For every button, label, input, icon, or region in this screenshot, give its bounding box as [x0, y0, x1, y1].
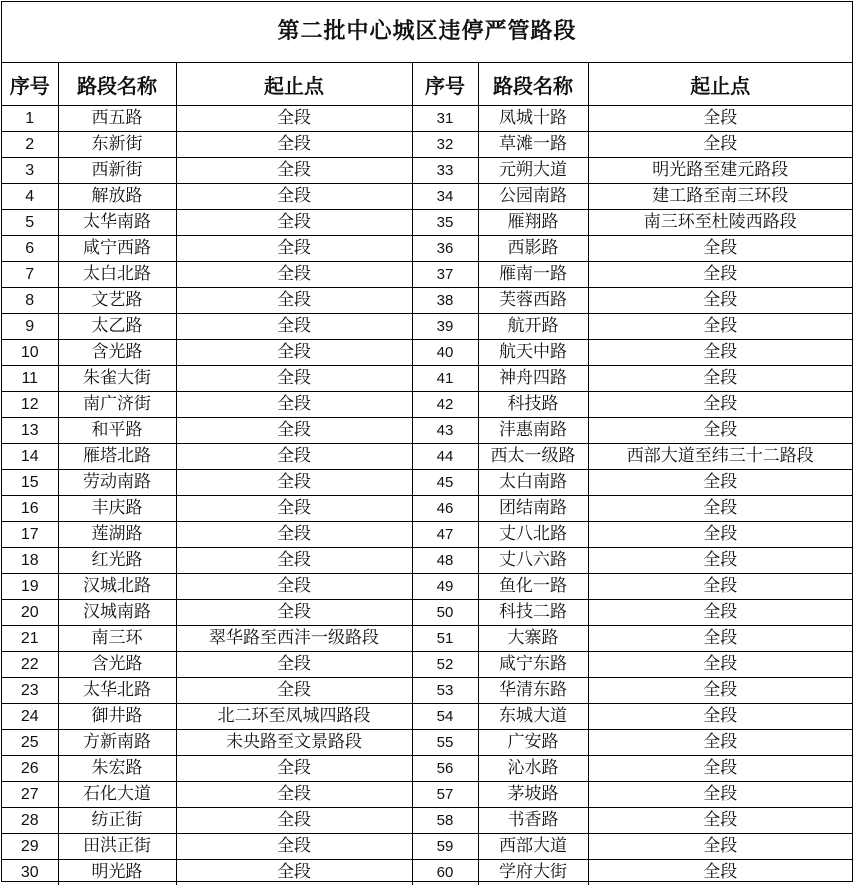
road-name-right: 西太一级路	[478, 444, 588, 470]
page-title: 第二批中心城区违停严管路段	[2, 2, 852, 63]
row-number-right: 54	[412, 704, 478, 730]
table-row	[2, 392, 852, 418]
table-row	[2, 158, 852, 184]
road-range-right: 建工路至南三环段	[588, 184, 852, 210]
road-range-left: 全段	[176, 262, 412, 288]
row-number-left: 9	[2, 314, 58, 340]
road-range-right: 全段	[588, 600, 852, 626]
table-row	[2, 444, 852, 470]
table-row	[2, 756, 852, 782]
road-name-right: 丈八北路	[478, 522, 588, 548]
road-range-right: 南三环至杜陵西路段	[588, 210, 852, 236]
header-range-right: 起止点	[588, 63, 852, 106]
road-name-left: 丰庆路	[58, 496, 176, 522]
road-name-right: 学府大街	[478, 860, 588, 885]
road-range-left: 北二环至凤城四路段	[176, 704, 412, 730]
road-range-left: 全段	[176, 496, 412, 522]
row-number-right: 59	[412, 834, 478, 860]
road-range-left: 全段	[176, 418, 412, 444]
row-number-right: 45	[412, 470, 478, 496]
road-name-right: 咸宁东路	[478, 652, 588, 678]
row-number-left: 23	[2, 678, 58, 704]
road-range-left: 全段	[176, 106, 412, 132]
row-number-left: 26	[2, 756, 58, 782]
road-range-left: 全段	[176, 444, 412, 470]
road-name-right: 东城大道	[478, 704, 588, 730]
table-row	[2, 184, 852, 210]
road-name-right: 芙蓉西路	[478, 288, 588, 314]
road-name-left: 咸宁西路	[58, 236, 176, 262]
road-range-left: 全段	[176, 366, 412, 392]
road-name-left: 南三环	[58, 626, 176, 652]
row-number-left: 13	[2, 418, 58, 444]
road-name-right: 雁翔路	[478, 210, 588, 236]
row-number-left: 12	[2, 392, 58, 418]
road-name-left: 汉城北路	[58, 574, 176, 600]
row-number-left: 18	[2, 548, 58, 574]
road-range-right: 全段	[588, 340, 852, 366]
row-number-right: 50	[412, 600, 478, 626]
road-range-left: 未央路至文景路段	[176, 730, 412, 756]
row-number-right: 56	[412, 756, 478, 782]
table-row	[2, 262, 852, 288]
row-number-left: 21	[2, 626, 58, 652]
road-name-left: 劳动南路	[58, 470, 176, 496]
road-name-left: 太华北路	[58, 678, 176, 704]
road-name-left: 石化大道	[58, 782, 176, 808]
road-range-left: 全段	[176, 314, 412, 340]
row-number-right: 58	[412, 808, 478, 834]
row-number-left: 30	[2, 860, 58, 885]
road-range-right: 全段	[588, 548, 852, 574]
header-no-right: 序号	[412, 63, 478, 106]
road-name-right: 沁水路	[478, 756, 588, 782]
road-name-right: 大寨路	[478, 626, 588, 652]
road-name-right: 华清东路	[478, 678, 588, 704]
road-name-right: 西部大道	[478, 834, 588, 860]
road-name-right: 团结南路	[478, 496, 588, 522]
road-name-right: 太白南路	[478, 470, 588, 496]
road-range-left: 全段	[176, 808, 412, 834]
header-name-right: 路段名称	[478, 63, 588, 106]
row-number-right: 51	[412, 626, 478, 652]
road-name-left: 御井路	[58, 704, 176, 730]
table-row	[2, 470, 852, 496]
road-name-left: 文艺路	[58, 288, 176, 314]
row-number-right: 60	[412, 860, 478, 885]
road-range-left: 全段	[176, 574, 412, 600]
table-row	[2, 652, 852, 678]
road-name-left: 和平路	[58, 418, 176, 444]
header-range-left: 起止点	[176, 63, 412, 106]
row-number-left: 27	[2, 782, 58, 808]
table-row	[2, 730, 852, 756]
road-range-right: 全段	[588, 860, 852, 885]
road-range-left: 全段	[176, 184, 412, 210]
road-name-right: 雁南一路	[478, 262, 588, 288]
table-row	[2, 678, 852, 704]
road-range-right: 全段	[588, 470, 852, 496]
road-range-right: 全段	[588, 522, 852, 548]
row-number-right: 57	[412, 782, 478, 808]
road-range-right: 全段	[588, 132, 852, 158]
row-number-right: 38	[412, 288, 478, 314]
road-name-right: 航开路	[478, 314, 588, 340]
road-range-right: 全段	[588, 834, 852, 860]
table-row	[2, 288, 852, 314]
table-row	[2, 834, 852, 860]
table-row	[2, 340, 852, 366]
road-name-right: 茅坡路	[478, 782, 588, 808]
road-name-right: 鱼化一路	[478, 574, 588, 600]
road-name-left: 汉城南路	[58, 600, 176, 626]
road-range-left: 全段	[176, 340, 412, 366]
road-name-right: 公园南路	[478, 184, 588, 210]
road-range-left: 全段	[176, 600, 412, 626]
road-name-left: 解放路	[58, 184, 176, 210]
road-range-left: 全段	[176, 522, 412, 548]
road-range-right: 全段	[588, 106, 852, 132]
road-name-left: 方新南路	[58, 730, 176, 756]
road-name-left: 西新街	[58, 158, 176, 184]
row-number-right: 53	[412, 678, 478, 704]
road-range-left: 全段	[176, 392, 412, 418]
table-row	[2, 600, 852, 626]
row-number-left: 19	[2, 574, 58, 600]
road-range-right: 全段	[588, 392, 852, 418]
row-number-left: 7	[2, 262, 58, 288]
row-number-right: 41	[412, 366, 478, 392]
road-range-right: 全段	[588, 366, 852, 392]
road-name-left: 雁塔北路	[58, 444, 176, 470]
table-row	[2, 522, 852, 548]
row-number-right: 48	[412, 548, 478, 574]
road-range-left: 全段	[176, 158, 412, 184]
road-range-right: 全段	[588, 262, 852, 288]
table-row	[2, 782, 852, 808]
table-row	[2, 132, 852, 158]
road-range-left: 全段	[176, 236, 412, 262]
road-range-left: 全段	[176, 652, 412, 678]
road-list-sheet	[1, 1, 853, 882]
row-number-right: 49	[412, 574, 478, 600]
road-name-left: 太华南路	[58, 210, 176, 236]
road-range-right: 全段	[588, 418, 852, 444]
road-name-right: 航天中路	[478, 340, 588, 366]
road-name-right: 科技二路	[478, 600, 588, 626]
row-number-left: 6	[2, 236, 58, 262]
row-number-right: 39	[412, 314, 478, 340]
row-number-right: 42	[412, 392, 478, 418]
road-name-left: 含光路	[58, 652, 176, 678]
road-name-right: 凤城十路	[478, 106, 588, 132]
row-number-left: 11	[2, 366, 58, 392]
road-name-right: 科技路	[478, 392, 588, 418]
row-number-right: 32	[412, 132, 478, 158]
row-number-left: 24	[2, 704, 58, 730]
table-row	[2, 314, 852, 340]
row-number-left: 14	[2, 444, 58, 470]
road-name-left: 太白北路	[58, 262, 176, 288]
road-range-right: 西部大道至纬三十二路段	[588, 444, 852, 470]
road-name-left: 明光路	[58, 860, 176, 885]
row-number-right: 37	[412, 262, 478, 288]
row-number-right: 36	[412, 236, 478, 262]
road-range-right: 全段	[588, 496, 852, 522]
table-header-row	[2, 63, 852, 106]
road-name-left: 朱宏路	[58, 756, 176, 782]
row-number-right: 31	[412, 106, 478, 132]
table-row	[2, 574, 852, 600]
road-range-right: 全段	[588, 782, 852, 808]
row-number-right: 44	[412, 444, 478, 470]
table-row	[2, 418, 852, 444]
road-range-left: 全段	[176, 678, 412, 704]
row-number-left: 17	[2, 522, 58, 548]
road-range-right: 全段	[588, 314, 852, 340]
road-range-left: 全段	[176, 860, 412, 885]
table-row	[2, 808, 852, 834]
road-name-left: 含光路	[58, 340, 176, 366]
table-row	[2, 210, 852, 236]
road-name-left: 红光路	[58, 548, 176, 574]
road-name-left: 莲湖路	[58, 522, 176, 548]
row-number-right: 47	[412, 522, 478, 548]
roads-table	[2, 63, 852, 885]
table-row	[2, 496, 852, 522]
road-name-right: 丈八六路	[478, 548, 588, 574]
row-number-right: 33	[412, 158, 478, 184]
table-row	[2, 704, 852, 730]
row-number-left: 8	[2, 288, 58, 314]
table-row	[2, 548, 852, 574]
road-name-right: 草滩一路	[478, 132, 588, 158]
row-number-left: 15	[2, 470, 58, 496]
row-number-left: 22	[2, 652, 58, 678]
road-range-left: 全段	[176, 548, 412, 574]
road-range-left: 全段	[176, 834, 412, 860]
row-number-right: 52	[412, 652, 478, 678]
road-name-right: 书香路	[478, 808, 588, 834]
table-row	[2, 366, 852, 392]
road-name-right: 元朔大道	[478, 158, 588, 184]
road-name-right: 沣惠南路	[478, 418, 588, 444]
row-number-left: 20	[2, 600, 58, 626]
road-range-left: 全段	[176, 288, 412, 314]
road-range-left: 翠华路至西沣一级路段	[176, 626, 412, 652]
row-number-right: 35	[412, 210, 478, 236]
road-name-left: 南广济街	[58, 392, 176, 418]
header-name-left: 路段名称	[58, 63, 176, 106]
road-range-right: 明光路至建元路段	[588, 158, 852, 184]
header-no-left: 序号	[2, 63, 58, 106]
road-name-left: 东新街	[58, 132, 176, 158]
road-name-left: 朱雀大街	[58, 366, 176, 392]
row-number-right: 43	[412, 418, 478, 444]
road-range-right: 全段	[588, 652, 852, 678]
road-range-right: 全段	[588, 808, 852, 834]
row-number-left: 16	[2, 496, 58, 522]
road-range-left: 全段	[176, 756, 412, 782]
row-number-left: 4	[2, 184, 58, 210]
row-number-left: 25	[2, 730, 58, 756]
road-range-left: 全段	[176, 782, 412, 808]
road-name-right: 广安路	[478, 730, 588, 756]
row-number-right: 55	[412, 730, 478, 756]
road-range-right: 全段	[588, 678, 852, 704]
row-number-left: 2	[2, 132, 58, 158]
road-name-left: 田洪正街	[58, 834, 176, 860]
road-name-right: 神舟四路	[478, 366, 588, 392]
table-row	[2, 106, 852, 132]
row-number-left: 1	[2, 106, 58, 132]
table-row	[2, 860, 852, 885]
road-name-left: 太乙路	[58, 314, 176, 340]
road-range-right: 全段	[588, 288, 852, 314]
row-number-left: 29	[2, 834, 58, 860]
road-name-right: 西影路	[478, 236, 588, 262]
row-number-right: 34	[412, 184, 478, 210]
table-row	[2, 236, 852, 262]
road-range-right: 全段	[588, 626, 852, 652]
road-range-right: 全段	[588, 730, 852, 756]
table-body	[2, 106, 852, 885]
road-name-left: 西五路	[58, 106, 176, 132]
road-range-right: 全段	[588, 574, 852, 600]
road-name-left: 纺正街	[58, 808, 176, 834]
road-range-left: 全段	[176, 210, 412, 236]
road-range-right: 全段	[588, 756, 852, 782]
road-range-left: 全段	[176, 132, 412, 158]
row-number-left: 28	[2, 808, 58, 834]
row-number-left: 3	[2, 158, 58, 184]
row-number-right: 46	[412, 496, 478, 522]
road-range-left: 全段	[176, 470, 412, 496]
row-number-left: 10	[2, 340, 58, 366]
road-range-right: 全段	[588, 236, 852, 262]
row-number-left: 5	[2, 210, 58, 236]
row-number-right: 40	[412, 340, 478, 366]
table-row	[2, 626, 852, 652]
road-range-right: 全段	[588, 704, 852, 730]
